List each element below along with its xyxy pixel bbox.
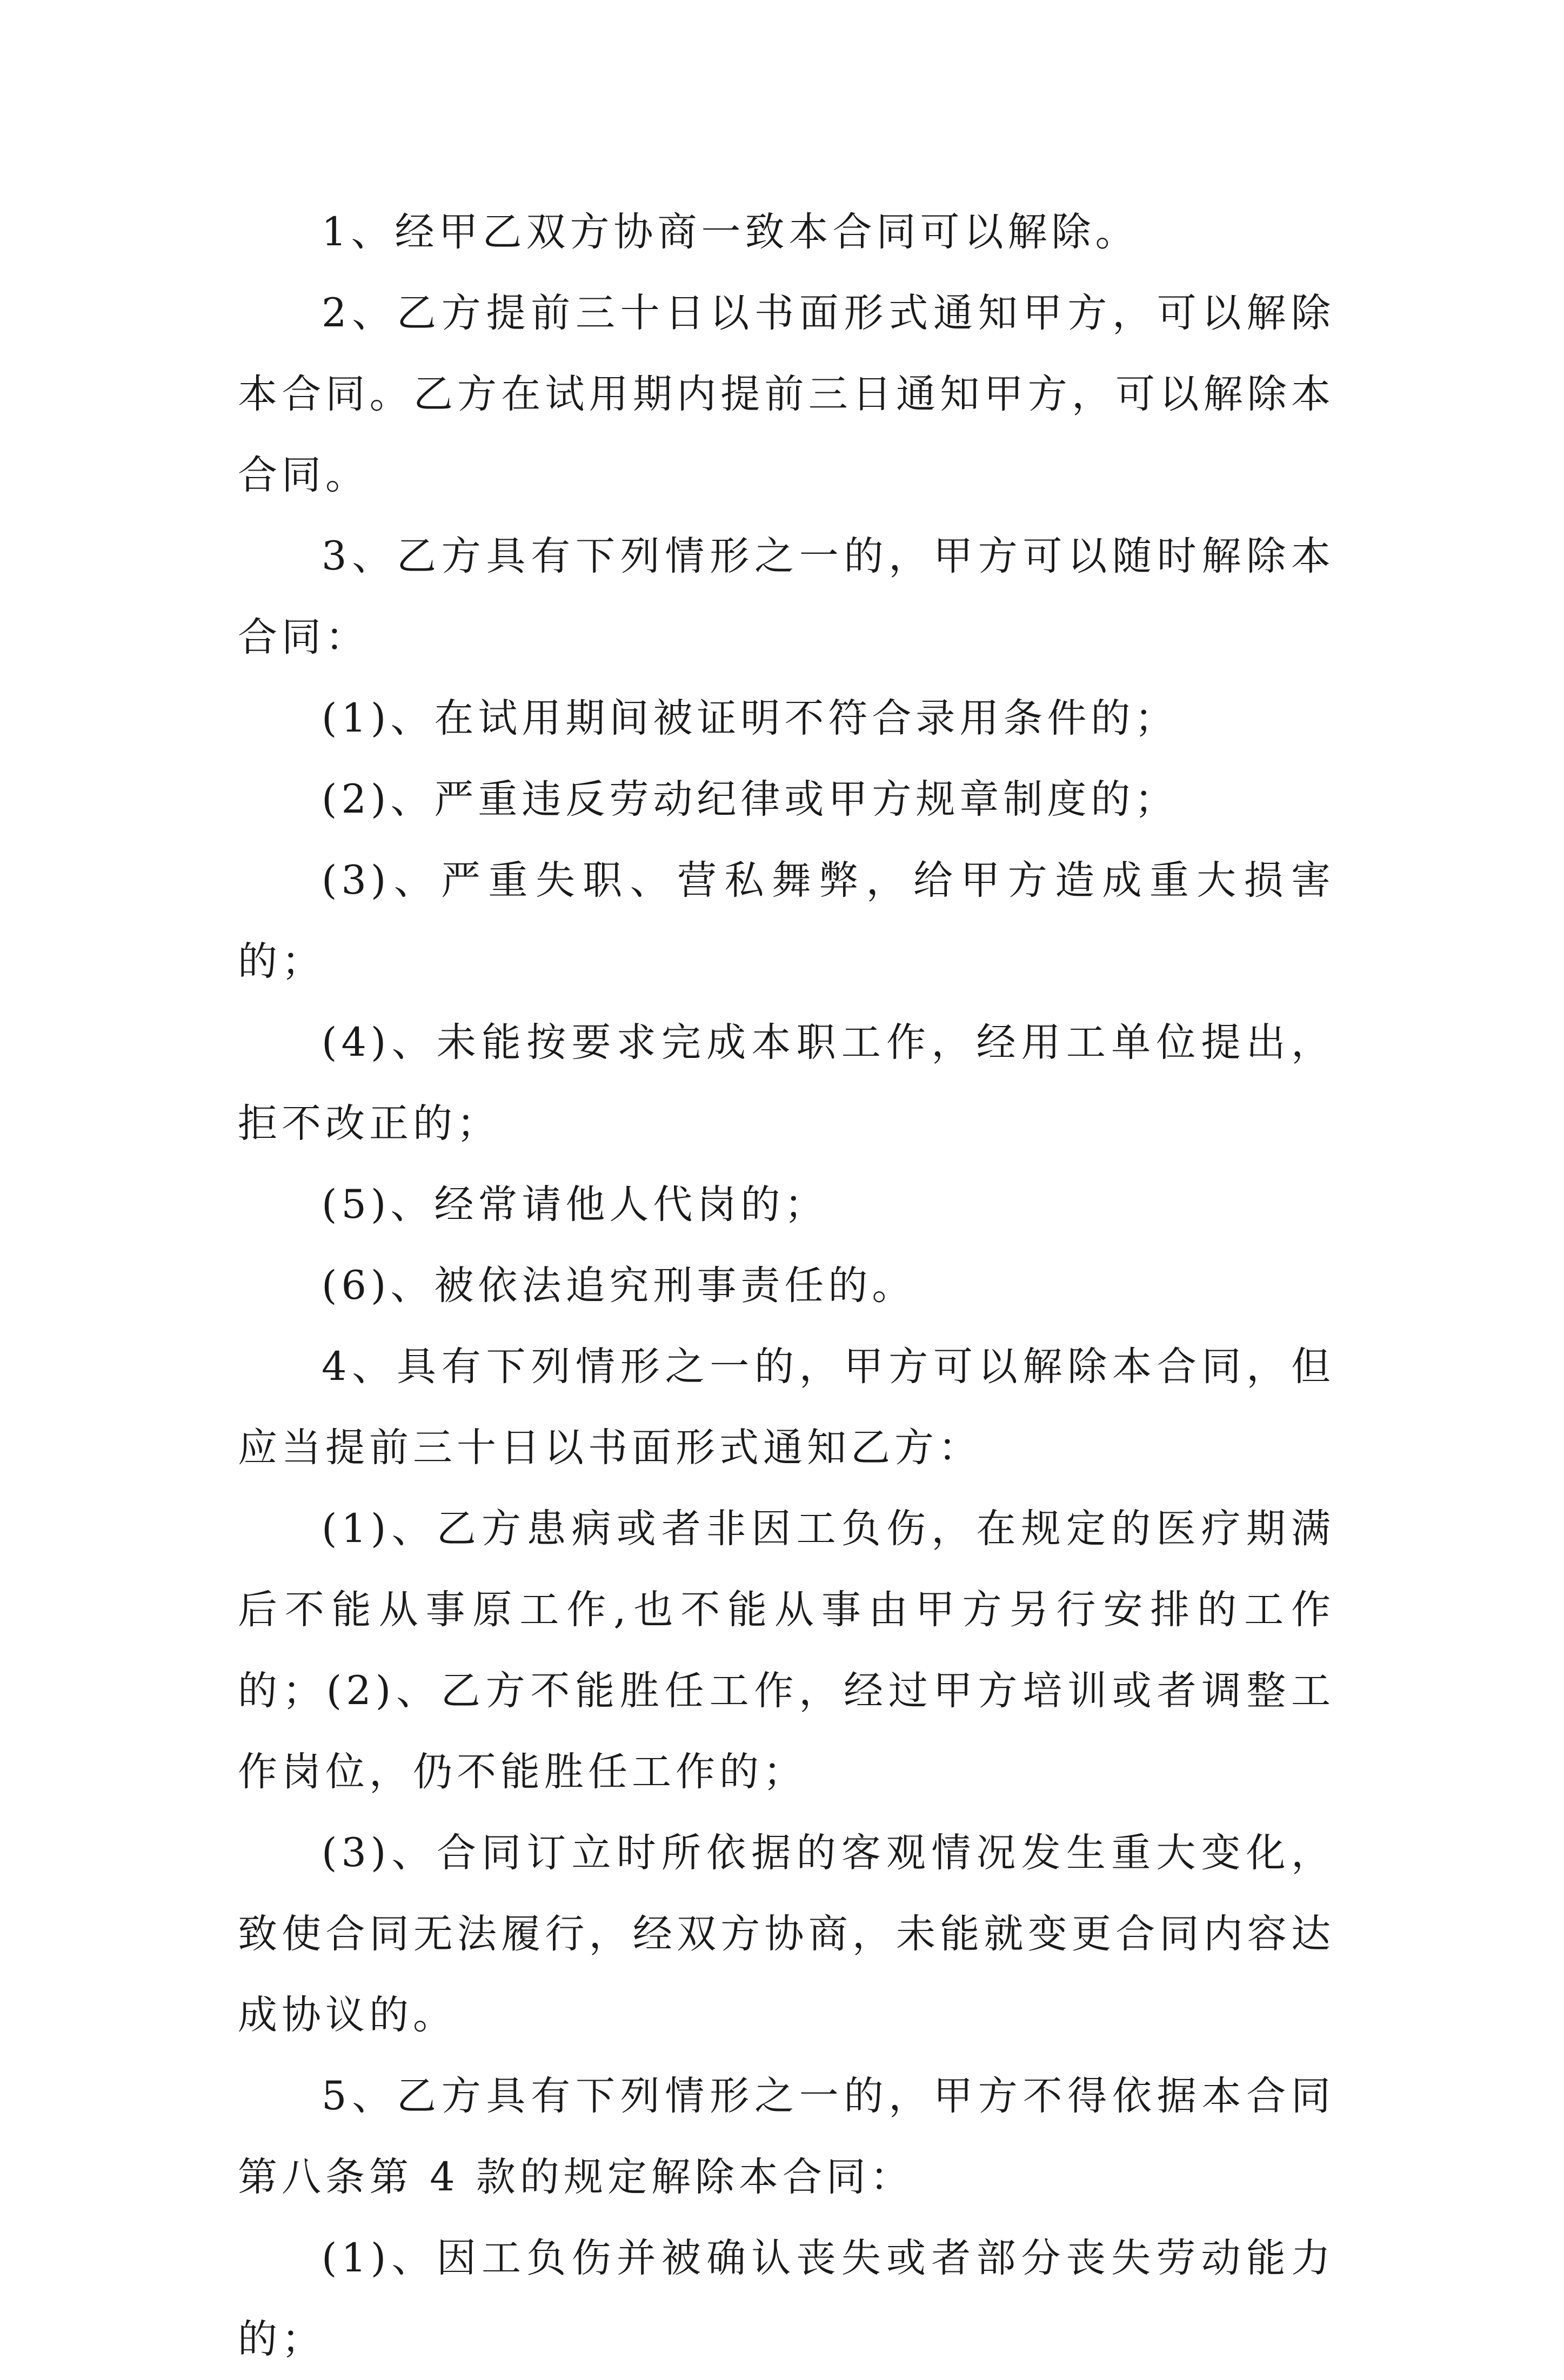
paragraph-clause-3: 3、乙方具有下列情形之一的，甲方可以随时解除本合同： <box>238 533 1335 660</box>
paragraph-clause-2: 2、乙方提前三十日以书面形式通知甲方，可以解除本合同。乙方在试用期内提前三日通知甲方，可以解除本合同。 <box>238 290 1335 498</box>
paragraph-clause-5-item-1: (1)、因工负伤并被确认丧失或者部分丧失劳动能力的； <box>238 2235 1335 2362</box>
paragraph-clause-3-item-1: (1)、在试用期间被证明不符合录用条件的； <box>322 695 1179 741</box>
paragraph-clause-4-item-1-2: (1)、乙方患病或者非因工负伤，在规定的医疗期满后不能从事原工作,也不能从事由甲方另行安排的工作的；(2)、乙方不能胜任工作，经过甲方培训或者调整工作岗位，仍不能胜任工作的； <box>238 1506 1335 1795</box>
paragraph-clause-3-item-4: (4)、未能按要求完成本职工作，经用工单位提出，拒不改正的； <box>238 1020 1335 1147</box>
paragraph-clause-3-item-5: (5)、经常请他人代岗的； <box>322 1182 828 1228</box>
paragraph-clause-5: 5、乙方具有下列情形之一的，甲方不得依据本合同第八条第 4 款的规定解除本合同： <box>238 2073 1335 2200</box>
paragraph-clause-3-item-6: (6)、被依法追究刑事责任的。 <box>322 1263 916 1309</box>
contract-body <box>238 192 1335 2380</box>
paragraph-clause-4-item-3: (3)、合同订立时所依据的客观情况发生重大变化，致使合同无法履行，经双方协商，未能就变更合同内容达成协议的。 <box>238 1830 1335 2038</box>
paragraph-clause-3-item-3: (3)、严重失职、营私舞弊，给甲方造成重大损害的； <box>238 857 1335 984</box>
paragraph-clause-4: 4、具有下列情形之一的，甲方可以解除本合同，但应当提前三十日以书面形式通知乙方： <box>238 1344 1335 1471</box>
paragraph-clause-1: 1、经甲乙双方协商一致本合同可以解除。 <box>322 209 1139 255</box>
paragraph-clause-3-item-2: (2)、严重违反劳动纪律或甲方规章制度的； <box>322 776 1179 822</box>
